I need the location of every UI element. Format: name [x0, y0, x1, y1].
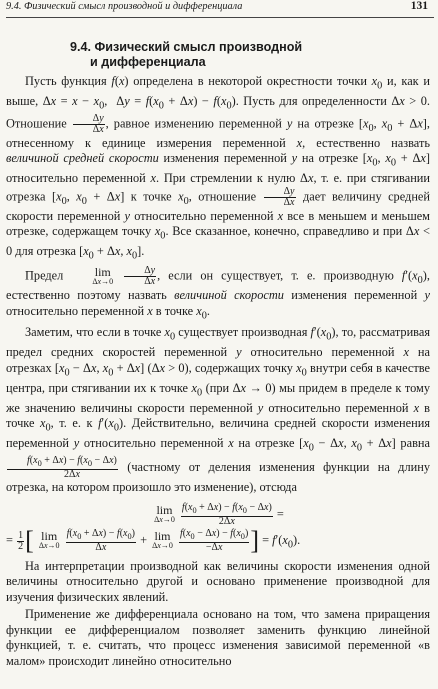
equation-line-2: = $\frac{1}{2}$ [ lim Δx→0 $\frac{f(x_0 + \Delta x) - f(x_0)}{\Delta x}$ + lim Δx→0 $\frac{f(x_0 - \Delta x) - f(x_0)}{-\Delta x}$ ] = $f'(x_0)$. — [6, 526, 301, 556]
section-title — [70, 40, 430, 70]
paragraph-5: Применение же дифференциала основано на том, что замена приращения функции ее дифференциалом позволяет заменить функцию линейной функцией, т. е. считать, что процесс изменения зависимой переменной «в малом» происходит линейно относительно — [6, 607, 430, 668]
page-number: 131 — [410, 0, 428, 12]
section-title-line1: 9.4. Физический смысл производной — [70, 40, 303, 54]
section-title-line2: и дифференциала — [90, 55, 206, 69]
body-text — [6, 74, 430, 669]
paragraph-1: Пусть функция f(x) определена в некоторой окрестности точки $x_0$ и, как и выше, $\Delta x = x - x_0$, $\Delta y = f(x_0 + \Delta x) - f(x_0)$. Пусть для определенности Δx > 0. Отношение $\frac{\Delta y}{\Delta x}$ , равное изменению переменной y на отрезке [$x_0$, $x_0 + \Delta x$], отнесенному к единице измерения переменной x, естественно назвать величиной средней скорости изменения переменной y на отрезке [$x_0$, $x_0 + \Delta x$] относительно переменной x. При стремлении к нулю Δx, т. е. при стягивании отрезка [$x_0$, $x_0 + \Delta x$] к точке $x_0$, отношение $\frac{\Delta y}{\Delta x}$ дает величину средней скорости переменной y относительно переменной x все в меньшем и меньшем отрезке, содержащем точку $x_0$. Все сказанное, конечно, справедливо и при Δx < 0 для отрезка [$x_0 + \Delta x$, $x_0$]. — [6, 74, 431, 262]
equation-line-1: lim Δx→0 $\frac{f(x_0 + \Delta x) - f(x_0 - \Delta x)}{2\Delta x}$ = — [154, 502, 284, 528]
paragraph-3: Заметим, что если в точке $x_0$ существует производная $f'(x_0)$, то, рассматривая предел средних скоростей переменной y относительно переменной x на отрезках [$x_0 - \Delta x$, $x_0 + \Delta x$] (Δx > 0), содержащих точку $x_0$ внутри себя в качестве центра, при стягивании их к точке $x_0$ (при Δx → 0) мы придем в пределе к тому же значению величины скорости переменной y относительно переменной x в точке $x_0$, т. е. к $f'(x_0)$. Действительно, величина средней скорости изменения переменной y относительно переменной x на отрезке [$x_0 - \Delta x$, $x_0 + \Delta x$] равна $\frac{f(x_0 + \Delta x) - f(x_0 - \Delta x)}{2\Delta x}$ (частному от деления изменения функции на длину отрезка, на котором произошло это изменение), отсюда — [6, 325, 431, 494]
paragraph-2: Предел lim Δx→0 $\frac{\Delta y}{\Delta x}$ , если он существует, т. е. производную $f'(x_0)$, естественно поэтому назвать величиной скорости изменения переменной y относительно переменной x в точке $x_0$. — [6, 264, 431, 322]
paragraph-4: На интерпретации производной как величины скорости изменения одной величины относительно другой и основано применение производной для изучения физических явлений. — [6, 559, 430, 604]
running-header — [6, 1, 434, 18]
running-title: 9.4. Физический смысл производной и дифференциала — [6, 1, 243, 12]
